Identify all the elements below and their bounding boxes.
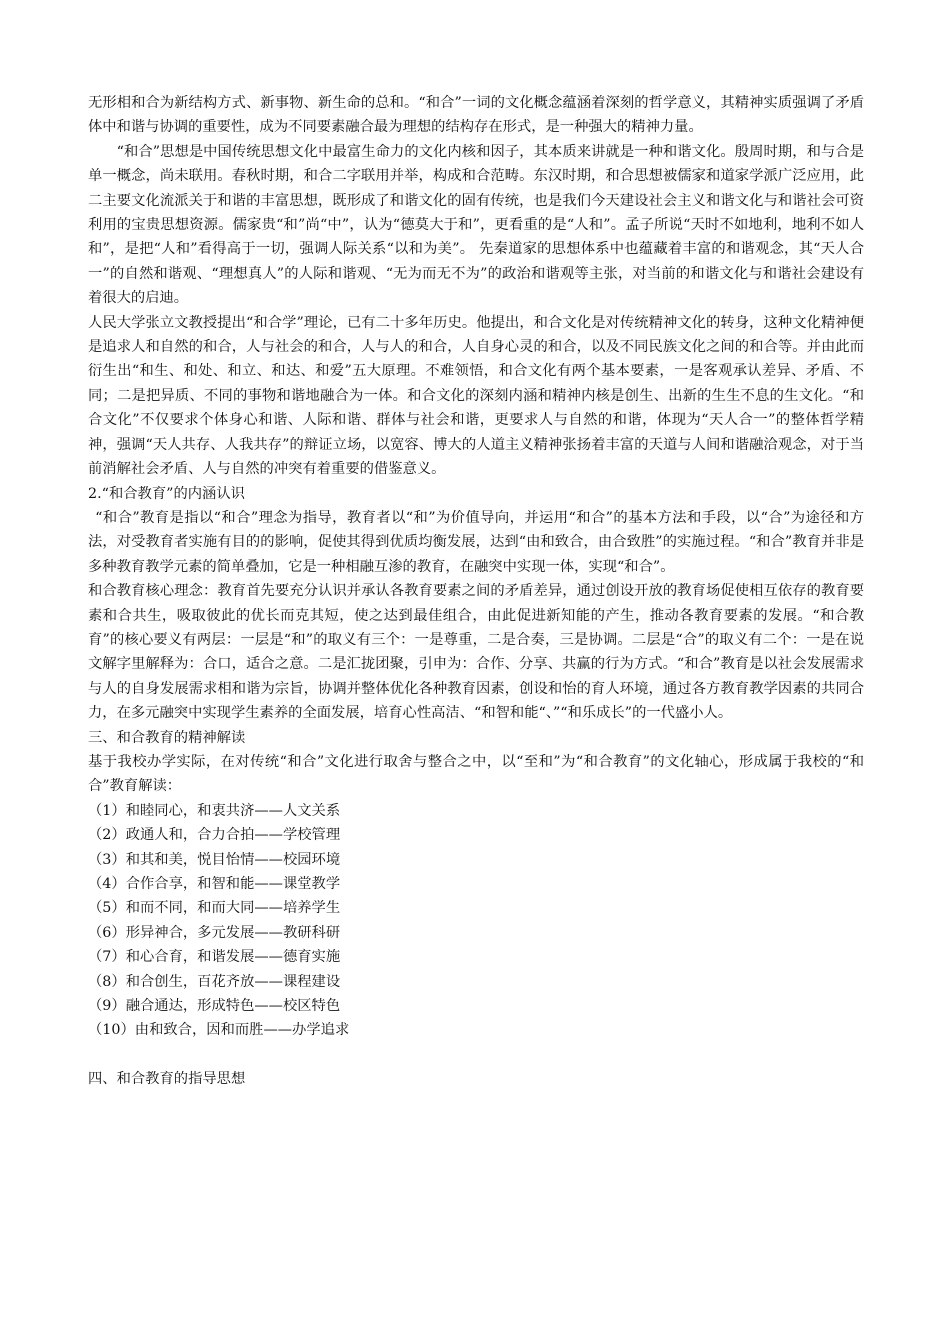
section-heading-4: 四、和合教育的指导思想 bbox=[88, 1071, 246, 1088]
paragraph-4: “和合”教育是指以“和合”理念为指导，教育者以“和”为价值导向，并运用“和合”的基本方法和手段，以“合”为途径和方法，对受教育者实施有目的的影响，促使其得到优质均衡发展，达到“由和致合，由合致胜”的实施过程。“和合”教育并非是多种教育教学元素的简单叠加，它是一种相融互渗的教育，在融突中实现一体，实现“和合”。 bbox=[88, 509, 864, 575]
list-item: （6）形异神合，多元发展——教研科研 bbox=[88, 924, 341, 941]
list-item: （3）和其和美，悦目怡情——校园环境 bbox=[88, 851, 341, 868]
list-item: （10）由和致合，因和而胜——办学追求 bbox=[88, 1022, 350, 1039]
list-item: （5）和而不同，和而大同——培养学生 bbox=[88, 900, 341, 917]
section-heading-2: 2.“和合教育”的内涵认识 bbox=[88, 485, 245, 502]
list-item: （7）和心合育，和谐发展——德育实施 bbox=[88, 949, 341, 966]
paragraph-3: 人民大学张立文教授提出“和合学”理论，已有二十多年历史。他提出，和合文化是对传统精神文化的转身，这种文化精神便是追求人和自然的和合，人与社会的和合，人与人的和合，人自身心灵的和合，以及不同民族文化之间的和合等。并由此而衍生出“和生、和处、和立、和达、和爱”五大原理。不难领悟，和合文化有两个基本要素，一是客观承认差异、矛盾、不同；二是把异质、不同的事物和谐地融合为一体。和合文化的深刻内涵和精神内核是创生、出新的生生不息的生文化。“和合文化”不仅要求个体身心和谐、人际和谐、群体与社会和谐，更要求人与自然的和谐，体现为“天人合一”的整体哲学精神，强调“天人共存、人我共存”的辩证立场，以宽容、博大的人道主义精神张扬着丰富的天道与人间和谐融洽观念，对于当前消解社会矛盾、人与自然的冲突有着重要的借鉴意义。 bbox=[88, 314, 864, 478]
list-item: （4）合作合享，和智和能——课堂教学 bbox=[88, 876, 341, 892]
list-item: （1）和睦同心，和衷共济——人文关系 bbox=[88, 802, 341, 819]
paragraph-1: 无形相和合为新结构方式、新事物、新生命的总和。“和合”一词的文化概念蕴涵着深刻的哲学意义，其精神实质强调了矛盾体中和谐与协调的重要性，成为不同要素融合最为理想的结构存在形式，是一种强大的精神力量。 bbox=[88, 95, 864, 136]
principles-list bbox=[88, 799, 864, 1043]
section-heading-3: 三、和合教育的精神解读 bbox=[88, 729, 246, 746]
list-item: （9）融合通达，形成特色——校区特色 bbox=[88, 998, 341, 1015]
paragraph-2: “和合”思想是中国传统思想文化中最富生命力的文化内核和因子，其本质来讲就是一种和谐文化。殷周时期，和与合是单一概念，尚未联用。春秋时期，和合二字联用并举，构成和合范畴。东汉时期，和合思想被儒家和道家学派广泛应用，此二主要文化流派关于和谐的丰富思想，既形成了和谐文化的固有传统，也是我们今天建设社会主义和谐文化与和谐社会可资利用的宝贵思想资源。儒家贵“和”尚“中”，认为“德莫大于和”，更看重的是“人和”。孟子所说“天时不如地利，地利不如人和”，是把“人和”看得高于一切，强调人际关系“以和为美”。 先秦道家的思想体系中也蕴藏着丰富的和谐观念，其“天人合一”的自然和谐观、“理想真人”的人际和谐观、“无为而无不为”的政治和谐观等主张，对当前的和谐文化与和谐社会建设有着很大的启迪。 bbox=[88, 143, 864, 307]
paragraph-6: 基于我校办学实际，在对传统“和合”文化进行取舍与整合之中，以“至和”为“和合教育”的文化轴心，形成属于我校的“和合”教育解读： bbox=[88, 753, 864, 795]
blank-line bbox=[88, 1043, 864, 1067]
paragraph-5: 和合教育核心理念：教育首先要充分认识并承认各教育要素之间的矛盾差异，通过创设开放的教育场促使相互依存的教育要素和合共生，吸取彼此的优长而克其短，使之达到最佳组合，由此促进新知能的产生，推动各教育要素的发展。“和合教育”的核心要义有两层：一层是“和”的取义有三个：一是尊重，二是合奏，三是协调。二层是“合”的取义有二个：一是在说文解字里解释为：合口，适合之意。二是汇拢团聚，引申为：合作、分享、共赢的行为方式。“和合”教育是以社会发展需求与人的自身发展需求相和谐为宗旨，协调并整体优化各种教育因素，创设和怡的育人环境，通过各方教育教学因素的共同合力，在多元融突中实现学生素养的全面发展，培育心性高洁、“和智和能“、”“和乐成长”的一代盛小人。 bbox=[88, 583, 864, 722]
list-item: （2）政通人和，合力合拍——学校管理 bbox=[88, 827, 341, 844]
document-page bbox=[88, 91, 864, 1092]
list-item: （8）和合创生，百花齐放——课程建设 bbox=[88, 973, 341, 990]
